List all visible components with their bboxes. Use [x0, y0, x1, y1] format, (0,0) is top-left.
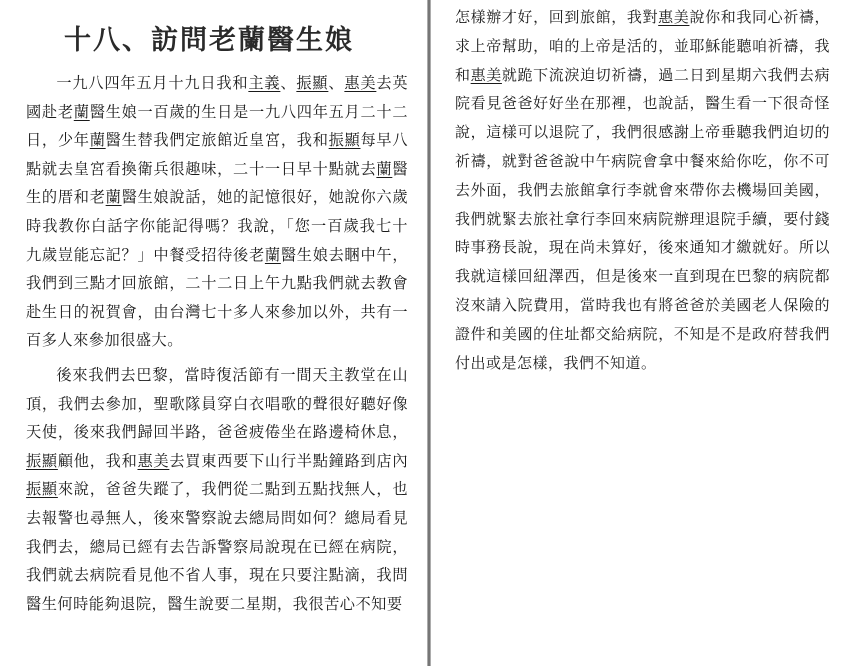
- underlined-name: 蘭: [105, 188, 122, 207]
- underlined-name: 振顯: [328, 131, 361, 150]
- underlined-name: 惠美: [470, 65, 502, 84]
- underlined-name: 振顯: [296, 74, 329, 92]
- text-run: 來說，爸爸失蹤了，我們從二點到五點找無人，也去報警也尋無人，後來警察說去總局問如何？總局看見我們去，總局已經有去告訴警察局說現在已經在病院，我們就去病院看見他不省人事，現在只要注點滴，我問醫生何時能夠退院，醫生說要二星期，我很苦心不知要: [26, 480, 409, 613]
- paragraph: [26, 361, 408, 618]
- chapter-title: 十八、訪問老蘭醫生娘: [64, 25, 354, 56]
- underlined-name: 蘭: [73, 102, 90, 121]
- underlined-name: 主義: [248, 74, 281, 92]
- underlined-name: 蘭: [264, 245, 281, 264]
- text-run: 醫生娘去睏中午，我們到三點才回旅館，二十二日上午九點我們就去教會赴生日的祝賀會，由台灣七十多人來參加以外，共有一百多人來參加很盛大。: [26, 245, 409, 350]
- underlined-name: 蘭: [89, 131, 106, 150]
- paragraph: [455, 3, 830, 377]
- text-run: 就跪下流淚迫切祈禱，過二日到星期六我們去病院看見爸爸好好坐在那裡，也說話，醫生看一下很奇怪說，這樣可以退院了，我們很感謝上帝垂聽我們迫切的祈禱，就對爸爸說中午病院會拿中餐來給你吃，你不可去外面，我們去旅館拿行李就會來帶你去機場回美國，我們就緊去旅社拿行李回來病院辦理退院手續，要付錢時事務長說，現在尚未算好，後來通知才繳就好。所以我就這樣回紐澤西，但是後來一直到現在巴黎的病院都沒來請入院費用，當時我也有將爸爸於美國老人保險的證件和美國的住址都交給病院，不知是不是政府替我們付出或是怎樣，我們不知道。: [455, 65, 830, 372]
- text-run: 醫生娘一百歲的生日是一九八四年五月二十二日，少年: [26, 102, 409, 150]
- right-page: [431, 0, 850, 666]
- underlined-name: 蘭: [376, 159, 393, 178]
- text-run: 、: [280, 74, 297, 92]
- paragraph: [26, 69, 408, 355]
- text-run: 一九八四年五月十九日我和: [56, 74, 249, 92]
- text-run: 每早八點就去皇宮看換衛兵很趣味，二十一日早十點就去: [26, 131, 409, 178]
- text-run: 、: [328, 74, 345, 92]
- text-run: 去買東西要下山行半點鐘路到店內: [169, 451, 409, 470]
- text-run: 醫生的厝和老: [26, 159, 409, 207]
- underlined-name: 惠美: [137, 451, 170, 470]
- text-run: 醫生娘說話，她的記憶很好，她說你六歲時我教你白話字你能記得嗎？我說，「您一百歲我七十九歲豈能忘記？」中餐受招待後老: [26, 188, 409, 264]
- underlined-name: 振顯: [26, 480, 58, 499]
- underlined-name: 惠美: [344, 74, 377, 92]
- underlined-name: 振顯: [26, 451, 58, 470]
- text-run: 去英國赴老: [26, 74, 409, 121]
- text-run: 醫生替我們定旅館近皇宮，我和: [105, 131, 329, 150]
- text-run: 後來我們去巴黎，當時復活節有一間天主教堂在山頂，我們去參加，聖歌隊員穿白衣唱歌的聲很好聽好像天使，後來我們歸回半路，爸爸疲倦坐在路邊椅休息，: [26, 365, 408, 442]
- text-run: 顧他，我和: [57, 451, 138, 470]
- text-run: 怎樣辦才好，回到旅館，我對: [455, 8, 659, 26]
- underlined-name: 惠美: [658, 8, 690, 26]
- text-run: 說你和我同心祈禱，求上帝幫助，咱的上帝是活的，並耶穌能聽咱祈禱，我和: [455, 8, 830, 84]
